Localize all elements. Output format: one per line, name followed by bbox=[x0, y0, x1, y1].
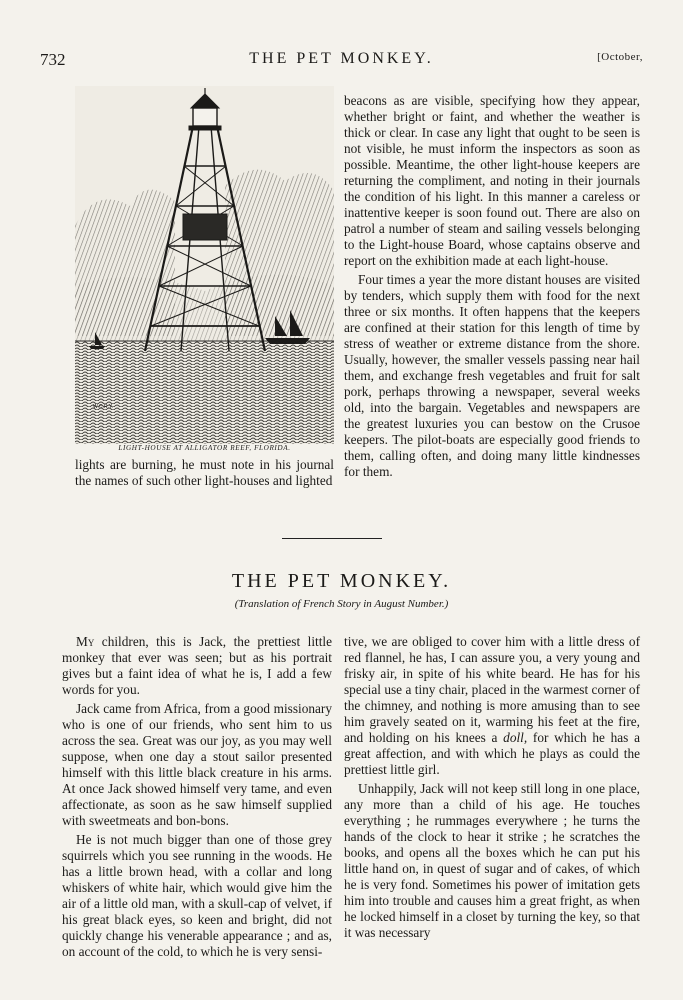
figure-caption: LIGHT-HOUSE AT ALLIGATOR REEF, FLORIDA. bbox=[118, 444, 291, 452]
paragraph: Four times a year the more distant houses are visited by tenders, which supply them with food for the next three or six months. It often happens that the keepers are confined at their station for this length of time by stress of weather or extreme distance from the shore. Usually, however, the smaller vessels passing near hail them, and exchange fresh vegetables and fruit for salt pork, perhaps throwing a newspaper, several weeks old, into the bargain. Vegetables and newspapers are the greatest luxuries you can bestow on the Crusoe keepers. The pilot-boats are especially good friends to them, calling often, and doing many little kindnesses for them. bbox=[344, 272, 640, 479]
issue-month: [October, bbox=[597, 51, 643, 63]
article-right-column bbox=[344, 93, 640, 480]
engraver-signature: W.C.R.Y. bbox=[93, 404, 113, 410]
article-left-column-tail bbox=[75, 457, 334, 489]
paragraph: lights are burning, he must note in his journal the names of such other light-houses and lighted bbox=[75, 457, 334, 488]
paragraph: Jack came from Africa, from a good missionary who is one of our friends, who sent him to us across the sea. Great was our joy, as you may well suppose, when one day a stout sailor presented himself with this little black creature in his arms. At once Jack showed himself very tame, and even affectionate, as soon as he saw himself supplied with sweetmeats and bon-bons. bbox=[62, 701, 332, 828]
story-left-column bbox=[62, 634, 332, 960]
sea bbox=[75, 341, 334, 444]
page-number: 732 bbox=[40, 50, 66, 69]
running-title: THE PET MONKEY. bbox=[249, 50, 434, 67]
paragraph-text: for which he has a great affection, and with which he plays as could the prettiest little girl. bbox=[344, 730, 640, 777]
paragraph: beacons as are visible, specifying how they appear, whether bright or faint, and whether the weather is thick or clear. In case any light that ought to be seen is not visible, he must inform the inspectors as soon as possible. Meantime, the other light-house keepers are returning the compliment, and noting in their journals the condition of his light. In this manner a careless or inattentive keeper is soon found out. There are also on patrol a number of steam and sailing vessels belonging to the Light-house Board, whose captains observe and report on the exhibition made at each light-house. bbox=[344, 93, 640, 268]
paragraph bbox=[62, 634, 332, 698]
paragraph bbox=[344, 634, 640, 778]
story-right-column bbox=[344, 634, 640, 941]
paragraph-text: tive, we are obliged to cover him with a little dress of red flannel, he has, I can assure you, a very young and frisky air, in spite of his white beard. He has for his special use a tiny chair, placed in the warmest corner of the chimney, and nothing is more amusing than to see him gravely seated on it, warming his feet at the fire, and holding on his knees a bbox=[344, 634, 640, 745]
emphasized-word: doll, bbox=[503, 730, 528, 745]
paragraph: Unhappily, Jack will not keep still long in one place, any more than a child of his age. He touches everything ; he rummages everywhere ; he turns the hands of the clock to hear it strike ; he scratches the books, and opens all the boxes which he can put his little hand on, in quest of sugar and of cakes, of which he is very fond. Sometimes his power of imitation gets him into trouble and causes him a great fright, as when he locked himself in a closet by turning the key, so that it was necessary bbox=[344, 781, 640, 940]
lighthouse-engraving bbox=[75, 86, 334, 444]
paragraph-text: children, this is Jack, the prettiest little monkey that ever was seen; but as his portrait gives but a faint idea of what he is, I add a few words for you. bbox=[62, 634, 332, 697]
story-title: THE PET MONKEY. bbox=[231, 570, 452, 592]
opening-word: My bbox=[76, 634, 95, 649]
story-subtitle: (Translation of French Story in August Number.) bbox=[234, 598, 449, 610]
paragraph: He is not much bigger than one of those grey squirrels which you see running in the woods. He has a little brown head, with a collar and long whiskers of white hair, which would give him the air of a little old man, with a skull-cap of velvet, if his great black eyes, so keen and bright, did not quickly change his venerable appearance ; and as, on account of the cold, to which he is very sensi- bbox=[62, 832, 332, 959]
section-divider bbox=[282, 538, 382, 539]
